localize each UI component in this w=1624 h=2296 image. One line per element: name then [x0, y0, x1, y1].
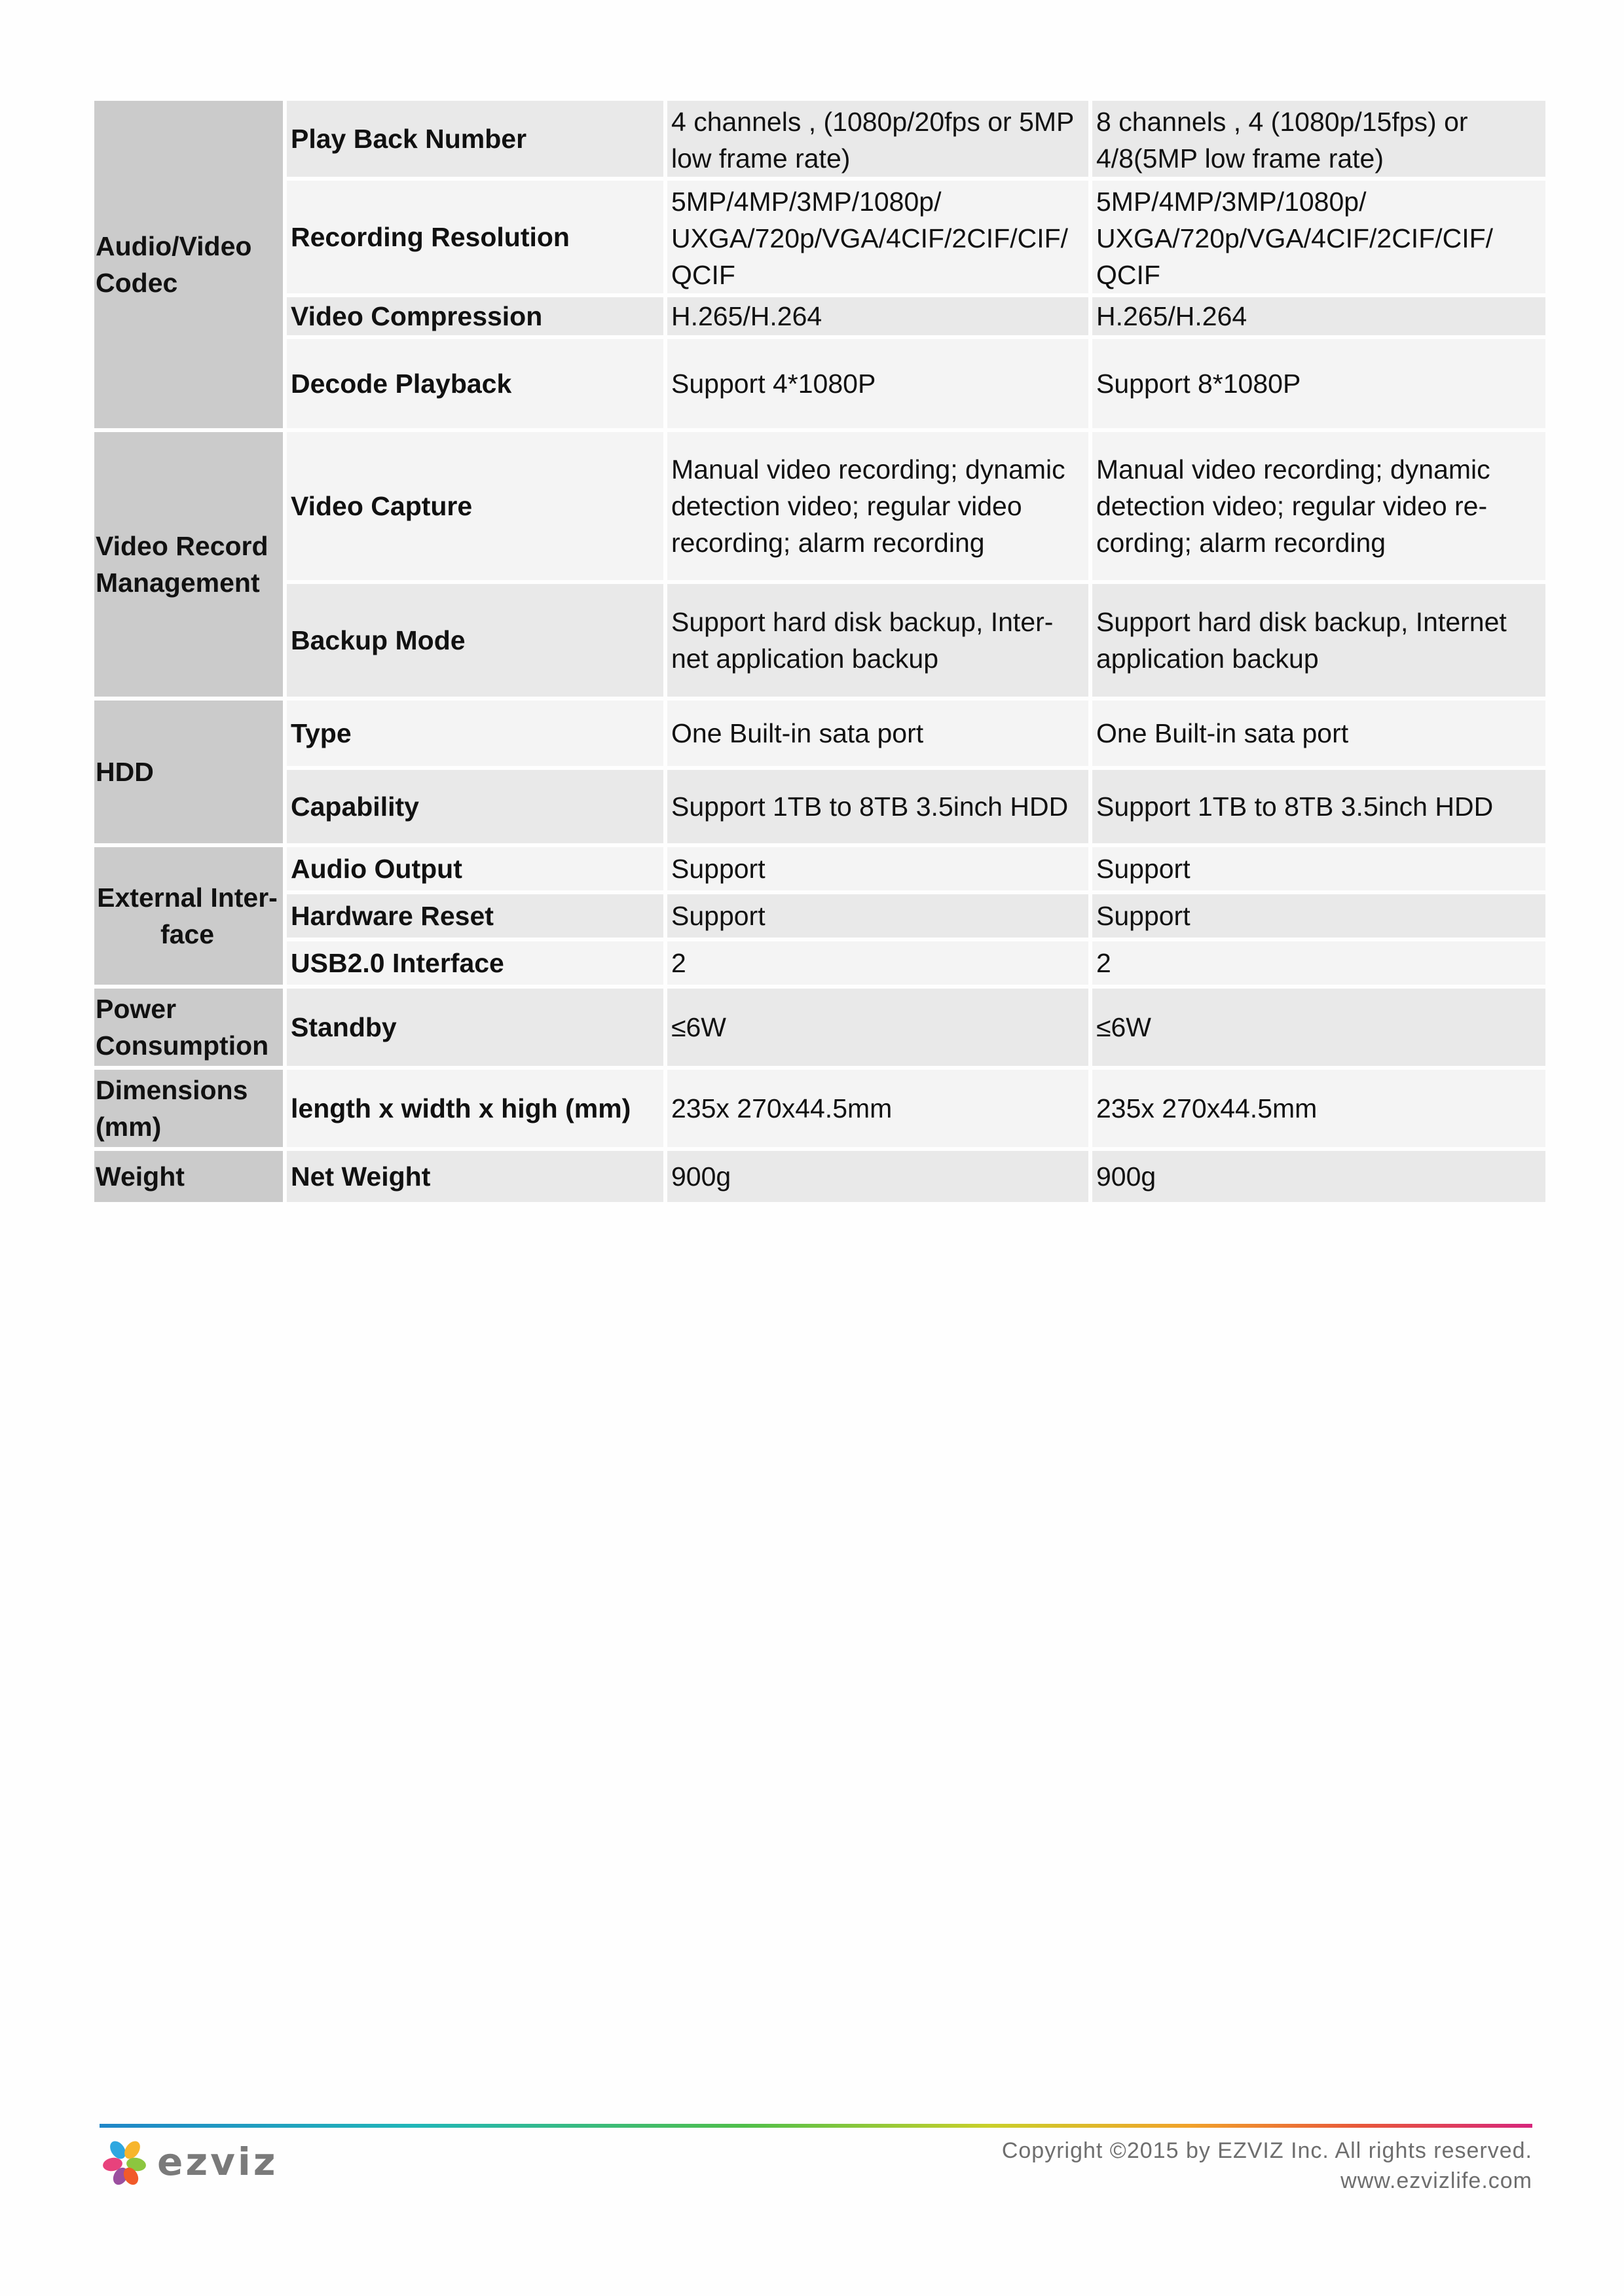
value-cell: 4 channels , (1080p/20fps or 5MP low frame rate) — [667, 101, 1088, 177]
parameter-cell: Decode Playback — [287, 339, 663, 428]
parameter-cell: Audio Output — [287, 847, 663, 890]
value-cell: 2 — [1092, 941, 1545, 985]
value-cell: 5MP/4MP/3MP/1080p/ UXGA/720p/VGA/4CIF/2CIF/CIF/ QCIF — [667, 181, 1088, 293]
table-row — [94, 181, 1545, 293]
value-cell: 8 channels , 4 (1080p/15fps) or 4/8(5MP low frame rate) — [1092, 101, 1545, 177]
value-cell: One Built-in sata port — [1092, 701, 1545, 766]
parameter-cell: USB2.0 Interface — [287, 941, 663, 985]
value-cell: Support — [667, 847, 1088, 890]
category-cell: HDD — [94, 701, 283, 843]
table-row — [94, 101, 1545, 177]
value-cell: H.265/H.264 — [667, 297, 1088, 335]
table-row — [94, 989, 1545, 1066]
table-row — [94, 339, 1545, 428]
parameter-cell: Capability — [287, 770, 663, 843]
value-cell: One Built-in sata port — [667, 701, 1088, 766]
footer-copyright — [1002, 2136, 1532, 2196]
value-cell: Support — [1092, 894, 1545, 938]
footer-gradient-line — [100, 2124, 1532, 2128]
category-cell: Power Consumption — [94, 989, 283, 1066]
parameter-cell: Video Capture — [287, 432, 663, 580]
ezviz-logo-icon — [101, 2138, 148, 2185]
value-cell: Support 1TB to 8TB 3.5inch HDD — [667, 770, 1088, 843]
value-cell: 900g — [667, 1151, 1088, 1202]
spec-table — [90, 97, 1549, 1206]
category-cell: Weight — [94, 1151, 283, 1202]
table-row — [94, 941, 1545, 985]
table-row — [94, 894, 1545, 938]
value-cell: ≤6W — [667, 989, 1088, 1066]
value-cell: Support hard disk backup, Internet application backup — [1092, 584, 1545, 697]
parameter-cell: Recording Resolution — [287, 181, 663, 293]
table-row — [94, 770, 1545, 843]
parameter-cell: Hardware Reset — [287, 894, 663, 938]
parameter-cell: Type — [287, 701, 663, 766]
value-cell: 235x 270x44.5mm — [1092, 1070, 1545, 1147]
value-cell: Manual video recording; dynamic detection video; regular video recording; alarm recording — [667, 432, 1088, 580]
value-cell: Support hard disk backup, Inter- net application backup — [667, 584, 1088, 697]
value-cell: H.265/H.264 — [1092, 297, 1545, 335]
value-cell: 235x 270x44.5mm — [667, 1070, 1088, 1147]
copyright-text: Copyright ©2015 by EZVIZ Inc. All rights reserved. — [1001, 2138, 1532, 2163]
value-cell: Support 4*1080P — [667, 339, 1088, 428]
category-cell: External Inter- face — [94, 847, 283, 985]
parameter-cell: Standby — [287, 989, 663, 1066]
value-cell: Support — [1092, 847, 1545, 890]
parameter-cell: Play Back Number — [287, 101, 663, 177]
table-row — [94, 297, 1545, 335]
value-cell: Support — [667, 894, 1088, 938]
value-cell: 5MP/4MP/3MP/1080p/ UXGA/720p/VGA/4CIF/2CIF/CIF/ QCIF — [1092, 181, 1545, 293]
table-row — [94, 1070, 1545, 1147]
value-cell: Support 8*1080P — [1092, 339, 1545, 428]
value-cell: 900g — [1092, 1151, 1545, 1202]
parameter-cell: Backup Mode — [287, 584, 663, 697]
website-link[interactable]: www.ezvizlife.com — [1340, 2168, 1532, 2193]
category-cell: Audio/Video Codec — [94, 101, 283, 428]
category-cell: Dimensions (mm) — [94, 1070, 283, 1147]
value-cell: 2 — [667, 941, 1088, 985]
logo-text: ezviz — [157, 2140, 278, 2184]
ezviz-logo — [101, 2136, 278, 2188]
table-row — [94, 701, 1545, 766]
parameter-cell: Net Weight — [287, 1151, 663, 1202]
category-cell: Video Record Management — [94, 432, 283, 697]
parameter-cell: length x width x high (mm) — [287, 1070, 663, 1147]
parameter-cell: Video Compression — [287, 297, 663, 335]
table-row — [94, 1151, 1545, 1202]
value-cell: Manual video recording; dynamic detection video; regular video re- cording; alarm recording — [1092, 432, 1545, 580]
table-row — [94, 584, 1545, 697]
table-row — [94, 432, 1545, 580]
value-cell: Support 1TB to 8TB 3.5inch HDD — [1092, 770, 1545, 843]
value-cell: ≤6W — [1092, 989, 1545, 1066]
table-row — [94, 847, 1545, 890]
